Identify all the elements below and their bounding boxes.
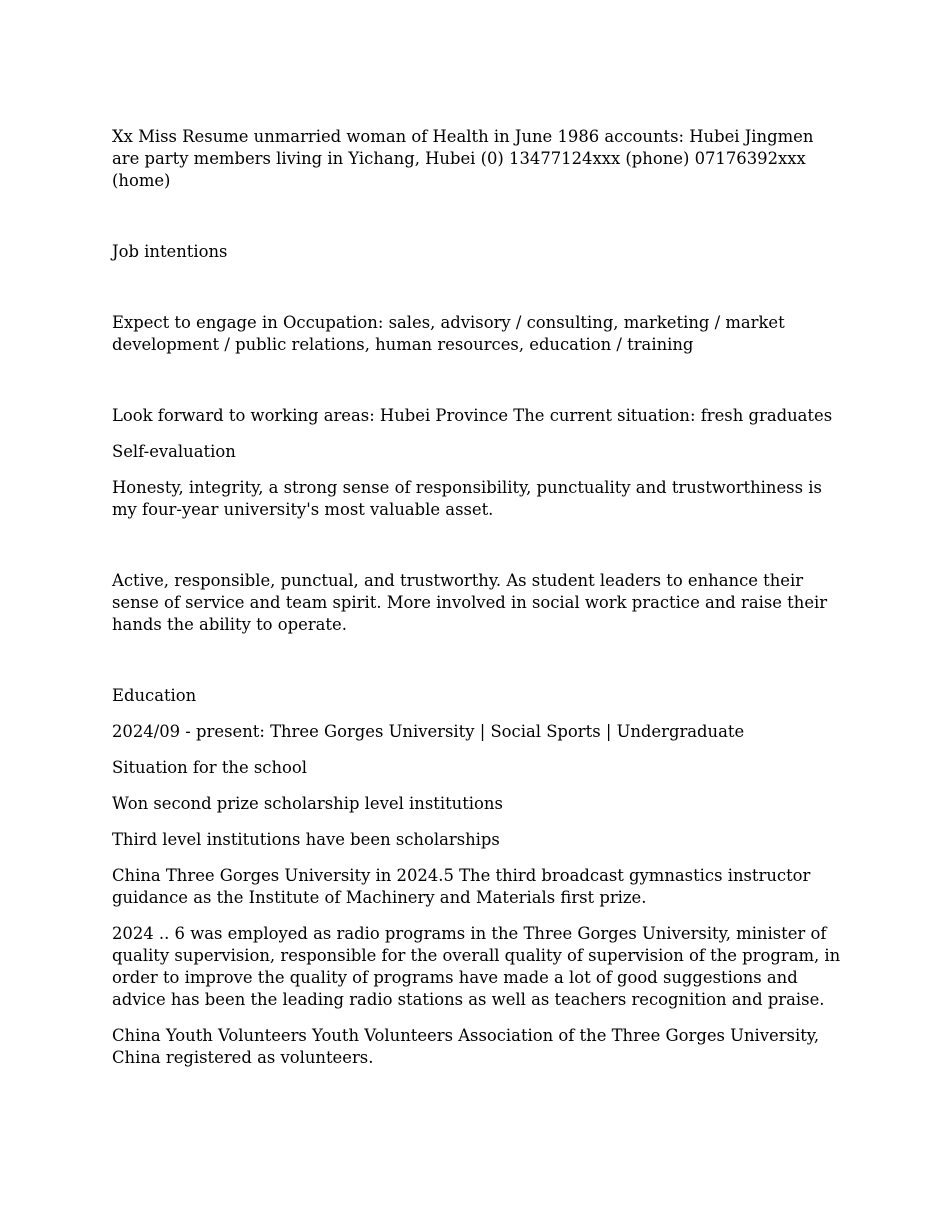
education-heading: Education: [112, 686, 197, 705]
school-item: 2024 .. 6 was employed as radio programs in the Three Gorges University, minister of quality supervision, responsible for the overall quality of supervision of the program, in order to improve the quality of programs have made a lot of good suggestions and advice has been the leading radio stations as well as teachers recognition and praise.: [112, 924, 841, 1009]
school-situation-heading: Situation for the school: [112, 758, 308, 777]
job-area-paragraph: Look forward to working areas: Hubei Province The current situation: fresh graduates: [112, 406, 833, 425]
school-item: Third level institutions have been scholarships: [112, 830, 500, 849]
self-evaluation-paragraph-1: Honesty, integrity, a strong sense of responsibility, punctuality and trustworthiness is my four-year university's most valuable asset.: [112, 478, 822, 519]
header-paragraph: Xx Miss Resume unmarried woman of Health in June 1986 accounts: Hubei Jingmen are party members living in Yichang, Hubei (0) 13477124xxx (phone) 07176392xxx (home): [112, 127, 814, 190]
job-occupation-paragraph: Expect to engage in Occupation: sales, advisory / consulting, marketing / market development / public relations, human resources, education / training: [112, 313, 785, 354]
self-evaluation-paragraph-2: Active, responsible, punctual, and trustworthy. As student leaders to enhance their sense of service and team spirit. More involved in social work practice and raise their hands the ability to operate.: [112, 571, 828, 634]
job-intentions-heading: Job intentions: [112, 242, 228, 261]
school-item: China Three Gorges University in 2024.5 The third broadcast gymnastics instructor guidance as the Institute of Machinery and Materials first prize.: [112, 866, 811, 907]
resume-document: [112, 126, 842, 1069]
school-item: Won second prize scholarship level institutions: [112, 794, 503, 813]
school-item: China Youth Volunteers Youth Volunteers Association of the Three Gorges University, China registered as volunteers.: [112, 1026, 820, 1067]
self-evaluation-heading: Self-evaluation: [112, 442, 236, 461]
education-line: 2024/09 - present: Three Gorges University | Social Sports | Undergraduate: [112, 722, 745, 741]
